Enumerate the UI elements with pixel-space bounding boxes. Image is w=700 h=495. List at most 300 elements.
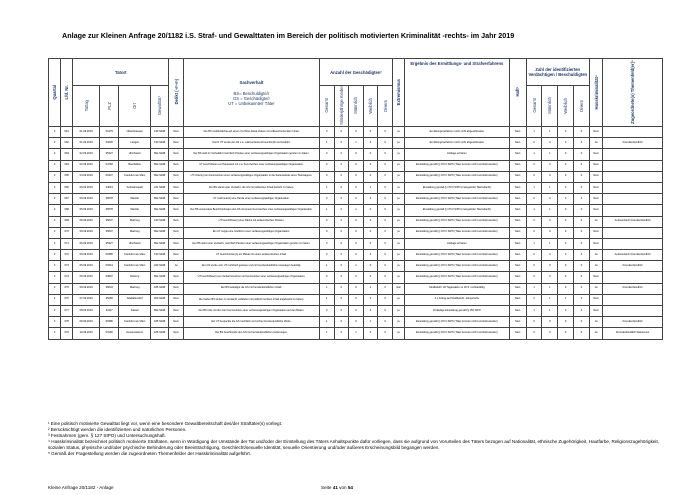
cell-sachverhalt: UT beschrifteten ein Hauswand mit u.a. Kennzeichen einer verfassungswidrigen Organisation. [183,160,319,171]
cell-tattag: 06.09.2019 [73,216,100,227]
cell-ges-divers: 0 [378,306,393,317]
cell-ver-divers: 0 [574,127,590,138]
cell-ver-maennlich: 0 [542,261,558,272]
cell-tattag: 07.09.2019 [73,294,100,305]
table-row [49,160,663,171]
cell-extremismus: ja [392,127,404,138]
cell-lfd-nr: 663 [61,149,73,160]
table-row [49,250,663,261]
cell-ver-weiblich: 0 [558,317,574,328]
cell-ges-minderjaehrige: 0 [334,127,349,138]
cell-ges-divers: 0 [378,194,393,205]
cell-extremismus: ja [392,272,404,283]
cell-extremismus: ja [392,138,404,149]
cell-ges-maennlich: 0 [349,194,364,205]
cell-quartal: 3 [49,171,61,182]
cell-plz: 35578 [100,194,119,205]
cell-gewalttat: Nein [169,216,184,227]
sachverhalt-legend-2: GS = Geschädigte/r [232,95,270,101]
cell-ver-weiblich: 1 [558,294,574,305]
cell-tattag: 06.09.2019 [73,272,100,283]
cell-ges-divers: 0 [378,261,393,272]
cell-tattag: 06.09.2019 [73,250,100,261]
cell-themenfeld [603,127,663,138]
cell-hasskriminalitaet: Nein [589,294,602,305]
cell-ges-minderjaehrige: 0 [334,294,349,305]
cell-themenfeld: Fremdenfeindlich [603,317,663,328]
cell-ges-divers: 0 [378,138,393,149]
cell-ges-weiblich: 0 [363,127,378,138]
cell-themenfeld [603,306,663,317]
cell-ges-maennlich: 0 [349,306,364,317]
cell-tattag: 01.09.2019 [73,127,100,138]
cell-plz: 35037 [100,227,119,238]
cell-ort: Frankfurt am Main [119,171,151,182]
cell-plz: 35327 [100,238,119,249]
cell-quartal: 3 [49,306,61,317]
cell-ver-divers: 0 [574,138,590,149]
cell-ergebnis: Ermittlungsverfahren noch nicht abgeschlossen [405,127,510,138]
cell-ort: Kassel [119,306,151,317]
cell-ges-maennlich: 1 [349,205,364,216]
cell-quartal: 3 [49,261,61,272]
cell-ges-gesamt: 1 [319,328,334,339]
cell-sachverhalt: Ein UT zeigte eine Grußform einer verfassungswidrigen Organisation. [183,227,319,238]
cell-plz: 35037 [100,216,119,227]
cell-ver-maennlich: 1 [542,182,558,193]
cell-quartal: 3 [49,250,61,261]
cell-ges-gesamt: 0 [319,171,334,182]
cell-plz: 63150 [100,328,119,339]
cell-lfd-nr: 675 [61,283,73,294]
cell-ges-weiblich: 0 [363,238,378,249]
footnote-1: ¹ Eine politisch motivierte Gewalttat liegt vor, wenn eine besondere Gewaltbereitschaft des/der Straftäter(s) vorliegt. [48,421,283,426]
col-ver-gesamt: Gesamt [526,86,542,127]
cell-quartal: 3 [49,272,61,283]
cell-ges-divers: 0 [378,294,393,305]
cell-ver-gesamt: 2 [526,294,542,305]
sachverhalt-legend-3: UT = Unbekannte/r Täter [228,100,275,106]
cell-ver-weiblich: 0 [558,227,574,238]
cell-ges-divers: 0 [378,272,393,283]
cell-ges-minderjaehrige: 0 [334,171,349,182]
cell-ver-weiblich: 0 [558,205,574,216]
cell-ort: Ulrichstein [119,149,151,160]
sachverhalt-heading: Sachverhalt [239,79,264,85]
cell-tattag: 05.09.2019 [73,182,100,193]
cell-ges-divers: 0 [378,171,393,182]
table-row [49,216,663,227]
cell-gewalttat: Nein [169,227,184,238]
cell-ergebnis: 2 x Antrag auf Strafbefehl - Einsprüche [405,294,510,305]
cell-ergebnis: Einstellung gemäß § 170 II StPO (mangelnder Tatverdacht) [405,205,510,216]
cell-gewalttat: Nein [169,272,184,283]
cell-plz: 63225 [100,138,119,149]
cell-haft: Nein [509,272,526,283]
cell-ges-gesamt: 0 [319,149,334,160]
page-number [321,485,353,490]
cell-ver-maennlich: 0 [542,328,558,339]
cell-ort: Schwalmstadt [119,182,151,193]
cell-plz: 35327 [100,149,119,160]
cell-ges-minderjaehrige: 0 [334,317,349,328]
page-prefix: Seite [321,485,332,490]
cell-hasskriminalitaet: Nein [589,227,602,238]
cell-tattag: 06.09.2019 [73,261,100,272]
cell-ges-minderjaehrige: 0 [334,238,349,249]
table-row [49,328,663,339]
cell-ergebnis: Ermittlungsverfahren noch nicht abgeschlossen [405,138,510,149]
cell-hasskriminalitaet: Nein [589,171,602,182]
cell-ges-maennlich: 0 [349,283,364,294]
table-row [49,205,663,216]
cell-ges-minderjaehrige: 0 [334,261,349,272]
footnote-4: ⁴ Hasskriminalität bezeichnet politisch motivierte Straftaten, wenn in Würdigung der Umstände der Tat und/oder der Einstellung des Täters Anhaltspunkte dafür vorliegen, dass sie aufgrund von Vorurteilen des Täters bezogen auf Nationalität, ethnische Zugehörigkeit, Hautfarbe, Religionszugehörigkeit, sozialen Status, physische und/oder psychische Behinderung oder Beeinträchtigung, Geschlecht/sexuelle Identität, sexuelle Orientierung und/oder äußeres Erscheinungsbild begangen werden. [48,439,659,451]
page-current: 41 [332,485,338,490]
cell-quartal: 3 [49,149,61,160]
cell-ges-minderjaehrige: 0 [334,216,349,227]
cell-ges-maennlich: 0 [349,182,364,193]
cell-themenfeld [603,238,663,249]
cell-haft: Nein [509,194,526,205]
cell-ergebnis: Einstellung gemäß § 170 II StPO (Täter konnten nicht ermittelt werden) [405,216,510,227]
cell-ges-weiblich: 0 [363,205,378,216]
cell-ges-divers: 0 [378,182,393,193]
cell-ges-divers: 0 [378,227,393,238]
cell-haft: Nein [509,238,526,249]
cell-haft: Nein [509,182,526,193]
cell-ges-gesamt: 1 [319,205,334,216]
cell-ort: Stadtallendorf [119,294,151,305]
cell-delikt: 223 StGB [151,261,169,272]
cell-tattag: 06.09.2019 [73,205,100,216]
cell-gewalttat: Nein [169,127,184,138]
cell-delikt: 86a StGB [151,149,169,160]
cell-tattag: 02.09.2019 [73,149,100,160]
cell-haft: Nein [509,160,526,171]
cell-plz: 60313 [100,261,119,272]
cell-ver-maennlich: 1 [542,306,558,317]
cell-sachverhalt: Der BS rufte mit drei zum Kennzeichen einer verfassungswidrigen Organisation auf den Boden. [183,306,319,317]
cell-ges-divers: 0 [378,328,393,339]
cell-ergebnis: Einstellung gemäß § 170 II StPO (Täter konnten nicht ermittelt werden) [405,171,510,182]
cell-ges-weiblich: 1 [363,182,378,193]
cell-ges-gesamt: 1 [319,182,334,193]
cell-ergebnis: Anklage erhoben [405,149,510,160]
col-ver-weiblich: Weiblich [558,86,574,127]
cell-quartal: 3 [49,328,61,339]
cell-ges-minderjaehrige: 0 [334,194,349,205]
cell-ver-divers: 0 [574,160,590,171]
cell-lfd-nr: 667 [61,194,73,205]
cell-lfd-nr: 665 [61,171,73,182]
cell-ver-maennlich: 0 [542,138,558,149]
col-group-tatort: Tatort [73,59,169,86]
col-delikt: Delikt (§§) [169,59,184,127]
cell-delikt: 86a StGB [151,205,169,216]
cell-hasskriminalitaet: Ja [589,317,602,328]
cell-hasskriminalitaet: Nein [589,127,602,138]
cell-ergebnis: Einstellung gemäß § 170 II StPO (Täter konnten nicht ermittelt werden) [405,261,510,272]
cell-ergebnis: Einstellung gemäß § 170 II StPO (mangelnder Tatverdacht) [405,182,510,193]
page-total: 54 [347,485,353,490]
cell-ges-minderjaehrige: 0 [334,205,349,216]
cell-hasskriminalitaet: Nein [589,272,602,283]
cell-delikt: 86a StGB [151,160,169,171]
cell-ver-weiblich: 0 [558,306,574,317]
cell-ver-divers: 0 [574,227,590,238]
cell-sachverhalt: UT beschriftete(n) eine Fläche mit antisemitischen Parolen. [183,216,319,227]
footnotes [48,421,668,458]
cell-themenfeld [603,205,663,216]
cell-gewalttat: Nein [169,328,184,339]
cell-ges-divers: 0 [378,216,393,227]
cell-sachverhalt: Der BS stand unter Verdacht, die GS mit politischen Inhalt bedroht zu haben. [183,182,319,193]
cell-tattag: 06.09.2019 [73,227,100,238]
cell-ergebnis: Anklage erhoben [405,238,510,249]
cell-extremismus: ja [392,171,404,182]
col-sachverhalt [183,59,319,127]
cell-lfd-nr: 671 [61,238,73,249]
cell-ges-gesamt: 0 [319,272,334,283]
cell-gewalttat: Nein [169,205,184,216]
cell-gewalttat: Nein [169,138,184,149]
cell-delikt: 185 StGB [151,283,169,294]
cell-ort: Dieburg [119,272,151,283]
cell-hasskriminalitaet: Nein [589,182,602,193]
cell-plz: 35260 [100,294,119,305]
cell-themenfeld [603,194,663,205]
cell-extremismus: nein [392,283,404,294]
cell-ver-gesamt: 0 [526,328,542,339]
cell-delikt: 86a StGB [151,227,169,238]
cell-ver-gesamt: 1 [526,127,542,138]
cell-ver-weiblich: 0 [558,127,574,138]
cell-ergebnis: Einstellung gemäß § 170 II StPO (Täter konnten nicht ermittelt werden) [405,317,510,328]
cell-tattag: 06.09.2019 [73,238,100,249]
cell-ges-maennlich: 0 [349,160,364,171]
cell-haft: Nein [509,205,526,216]
cell-ges-minderjaehrige: 0 [334,283,349,294]
cell-delikt: 241 StGB [151,182,169,193]
cell-ges-maennlich: 0 [349,127,364,138]
cell-ort: Frankfurt am Main [119,250,151,261]
cell-extremismus: ja [392,306,404,317]
table-row [49,238,663,249]
cell-themenfeld: Fremdenfeindlich [603,138,663,149]
cell-delikt: 185 StGB [151,317,169,328]
cell-ges-gesamt: 1 [319,138,334,149]
cell-plz: 64807 [100,272,119,283]
cell-ver-maennlich: 0 [542,194,558,205]
cell-quartal: 3 [49,317,61,328]
cell-ges-divers: 0 [378,160,393,171]
cell-sachverhalt: UT beschriftete(n) ein Verkehrszeichen mit Kennzeichen einer verfassungswidrigen Organisation. [183,272,319,283]
cell-haft: Nein [509,283,526,294]
cell-sachverhalt: Der BS stellt im Vorbeifahrt mehrfach Parolen einer verfassungswidrigen Organisation gerufen zu haben. [183,149,319,160]
cell-haft: Nein [509,306,526,317]
col-plz: PLZ [100,86,119,127]
cell-plz: 34117 [100,306,119,317]
cell-gewalttat: Nein [169,182,184,193]
cell-ges-weiblich: 0 [363,194,378,205]
cell-lfd-nr: 678 [61,317,73,328]
cell-ver-gesamt: 1 [526,182,542,193]
cell-extremismus: ja [392,149,404,160]
cell-sachverhalt: Der BS veröffentlichte auf einem YouTube-Kanal Videos mit volksverhetzendem Inhalt. [183,127,319,138]
cell-gewalttat: Nein [169,149,184,160]
cell-delikt: 86a StGB [151,194,169,205]
cell-ges-weiblich: 0 [363,294,378,305]
col-hasskriminalitaet: Hasskriminalität⁴ [589,59,602,127]
cell-ges-minderjaehrige: 0 [334,160,349,171]
cell-sachverhalt: Der BS beleidigte die GS mit fremdenfeindlichen Inhalt. [183,283,319,294]
cell-ges-gesamt: 1 [319,317,334,328]
cell-themenfeld [603,160,663,171]
cell-tattag: 08.09.2019 [73,306,100,317]
cell-themenfeld: Antisemitisch Fremdenfeindlich [603,216,663,227]
cell-ver-gesamt: 0 [526,250,542,261]
cell-ges-weiblich: 1 [363,283,378,294]
col-haft: Haft³ [509,59,526,127]
cell-ges-gesamt: 0 [319,250,334,261]
cell-ver-gesamt: 0 [526,160,542,171]
crime-table [48,58,663,340]
cell-ges-maennlich: 0 [349,216,364,227]
cell-ort: Ulrichstein [119,238,151,249]
cell-ort: Wetzlar [119,194,151,205]
cell-extremismus: ja [392,250,404,261]
cell-ergebnis: Einstellung gemäß § 170 II StPO (Täter konnten nicht ermittelt werden) [405,194,510,205]
cell-tattag: 06.09.2019 [73,283,100,294]
cell-quartal: 3 [49,216,61,227]
cell-plz: 64760 [100,160,119,171]
cell-ver-divers: 0 [574,182,590,193]
cell-ver-maennlich: 0 [542,216,558,227]
table-body [49,127,663,340]
col-ort: Ort [119,86,151,127]
cell-ver-gesamt: 0 [526,171,542,182]
cell-haft: Nein [509,328,526,339]
cell-ver-gesamt: 0 [526,194,542,205]
cell-tattag: 06.09.2019 [73,194,100,205]
cell-hasskriminalitaet: Ja [589,250,602,261]
cell-sachverhalt: Der BS verwendete Beschimpfungen des GS mit einem Kennzeichen einer verfassungswidrigen Organisation. [183,205,319,216]
cell-ges-divers: 0 [378,250,393,261]
cell-lfd-nr: 662 [61,138,73,149]
cell-ort: Frankfurt am Main [119,317,151,328]
sachverhalt-legend-1: BS= Beschuldigte/r [233,90,270,96]
cell-ver-maennlich: 0 [542,227,558,238]
cell-ver-weiblich: 0 [558,328,574,339]
cell-haft: Nein [509,261,526,272]
cell-lfd-nr: 664 [61,160,73,171]
table-row [49,261,663,272]
cell-ver-divers: 0 [574,149,590,160]
footnote-3: ³ Festnahmen (gem. § 127 StPO) und Untersuchungshaft. [48,433,166,439]
cell-ort: Heusenstamm [119,328,151,339]
cell-themenfeld [603,227,663,238]
cell-haft: Nein [509,171,526,182]
cell-gewalttat: Nein [169,238,184,249]
cell-extremismus: ja [392,194,404,205]
cell-ges-divers: 0 [378,283,393,294]
cell-ges-divers: 0 [378,238,393,249]
cell-ver-divers: 0 [574,283,590,294]
cell-ver-weiblich: 0 [558,149,574,160]
cell-ver-gesamt: 0 [526,261,542,272]
cell-ergebnis: Vorläufige Einstellung gemäß § 154 StPO [405,306,510,317]
cell-ergebnis: Strafbefehl, 20 Tagessätze zu 20 €, rechtskräftig [405,283,510,294]
cell-ergebnis: Einstellung gemäß § 170 II StPO (Täter konnten nicht ermittelt werden) [405,272,510,283]
cell-sachverhalt: Die beiden BS stehen im Verdacht, Aufkleber mit politisch rechtem Inhalt angebracht zu haben. [183,294,319,305]
cell-ver-gesamt: 0 [526,216,542,227]
col-lfd-nr: Lfd. Nr. [61,59,73,127]
cell-quartal: 3 [49,238,61,249]
cell-ges-gesamt: 0 [319,306,334,317]
cell-themenfeld: Fremdenfeindlich [603,261,663,272]
cell-ver-divers: 0 [574,171,590,182]
cell-ergebnis: Einstellung gemäß § 170 II StPO (Täter konnten nicht ermittelt werden) [405,160,510,171]
cell-themenfeld [603,294,663,305]
cell-ver-divers: 0 [574,250,590,261]
cell-ver-divers: 0 [574,328,590,339]
cell-haft: Nein [509,216,526,227]
col-ges-divers: Divers [378,86,393,127]
cell-ver-maennlich: 1 [542,127,558,138]
col-ges-maennlich: Männlich [349,86,364,127]
footnote-2: ² Berücksichtigt werden die identifizierten und natürlichen Personen. [48,427,187,433]
table-row [49,149,663,160]
cell-haft: Nein [509,250,526,261]
cell-ver-gesamt: 1 [526,238,542,249]
cell-tattag: 10.09.2019 [73,328,100,339]
cell-ges-maennlich: 0 [349,171,364,182]
cell-ver-weiblich: 0 [558,160,574,171]
cell-ges-maennlich: 1 [349,328,364,339]
cell-lfd-nr: 661 [61,127,73,138]
cell-themenfeld [603,171,663,182]
cell-gewalttat: Nein [169,283,184,294]
cell-ort: Obertshausen [119,127,151,138]
cell-ges-gesamt: 0 [319,216,334,227]
cell-ver-maennlich: 1 [542,283,558,294]
cell-hasskriminalitaet: Ja [589,283,602,294]
cell-ges-minderjaehrige: 0 [334,328,349,339]
cell-ver-weiblich: 0 [558,283,574,294]
cell-ver-divers: 0 [574,216,590,227]
cell-hasskriminalitaet: Ja [589,261,602,272]
table-row [49,127,663,138]
cell-haft: Nein [509,227,526,238]
cell-sachverhalt: UT beschmierten(n) ein Plakat mit einem antisemitischen Inhalt. [183,250,319,261]
table-row [49,317,663,328]
cell-ges-weiblich: 0 [363,149,378,160]
cell-ges-gesamt: 0 [319,194,334,205]
cell-ges-gesamt: 1 [319,261,334,272]
cell-ges-weiblich: 0 [363,138,378,149]
cell-sachverhalt: UT zeichnete(n) eine Parole einer verfassungswidrigen Organisation. [183,194,319,205]
cell-quartal: 3 [49,283,61,294]
col-tattag: Tattag [73,86,100,127]
cell-extremismus: ja [392,238,404,249]
cell-ges-weiblich: 0 [363,272,378,283]
cell-haft: Nein [509,138,526,149]
cell-ges-weiblich: 0 [363,306,378,317]
table-row [49,138,663,149]
cell-lfd-nr: 679 [61,328,73,339]
cell-hasskriminalitaet: Nein [589,149,602,160]
